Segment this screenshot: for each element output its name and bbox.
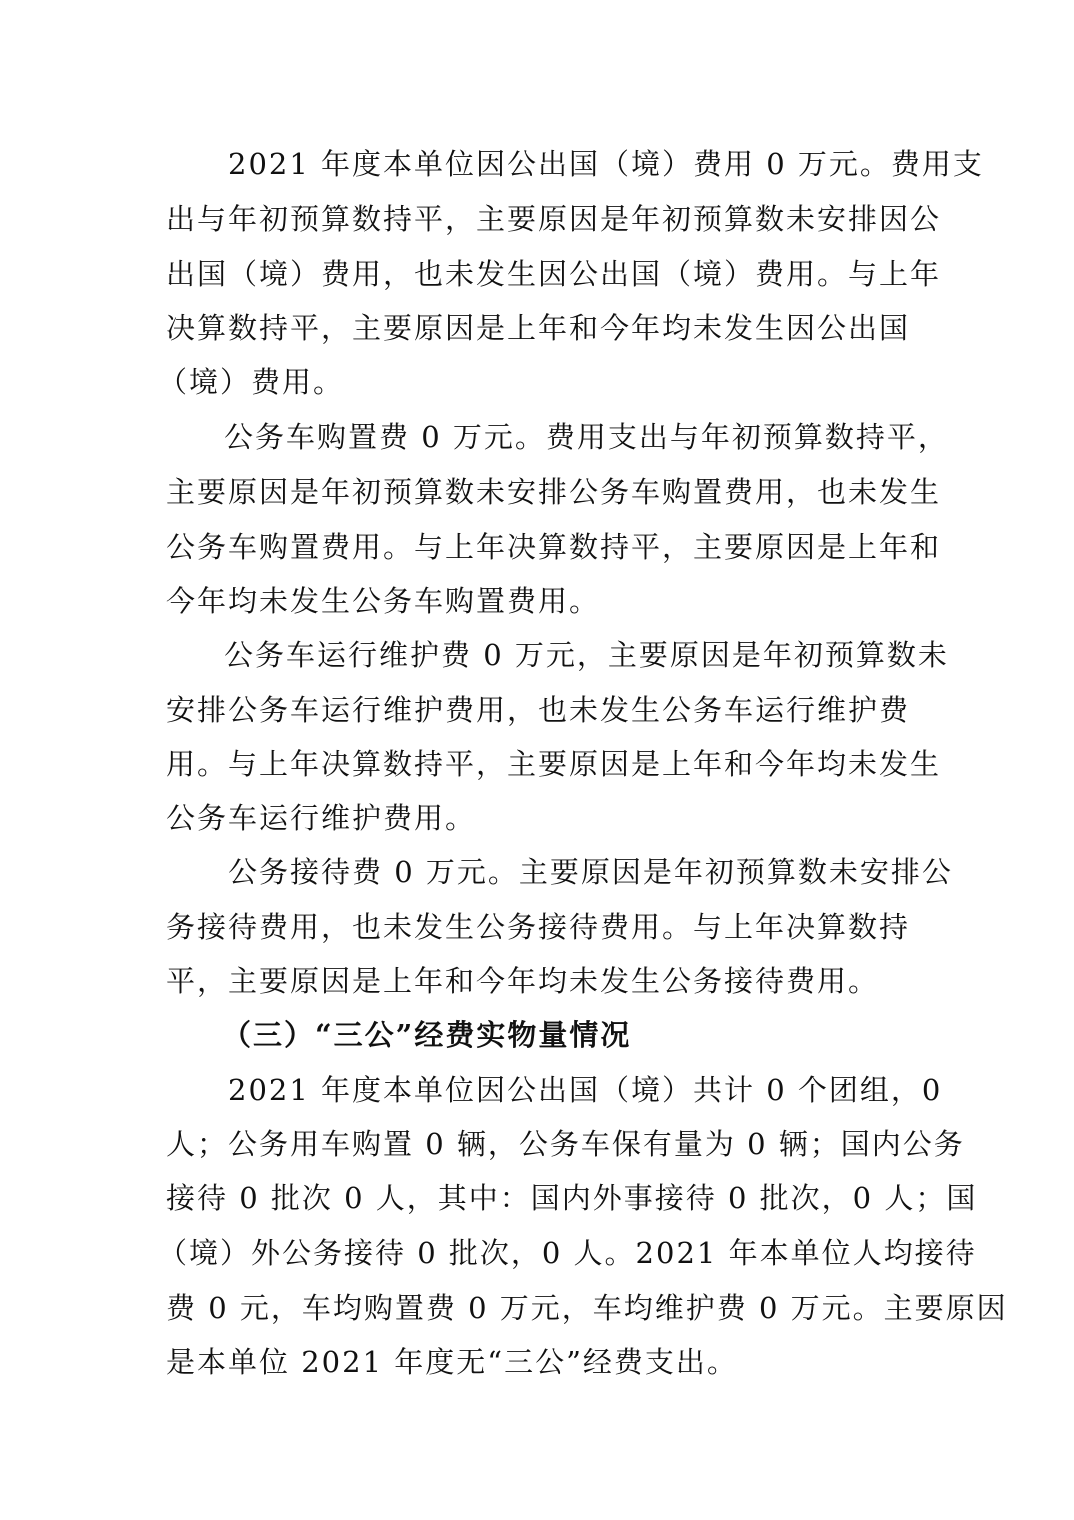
paragraph-line: 平，主要原因是上年和今年均未发生公务接待费用。 xyxy=(166,964,880,998)
paragraph-line: 主要原因是年初预算数未安排公务车购置费用，也未发生 xyxy=(166,475,942,509)
paragraph-line: 人；公务用车购置 0 辆，公务车保有量为 0 辆；国内公务 xyxy=(166,1127,965,1161)
paragraph-line: 2021 年度本单位因公出国（境）共计 0 个团组，0 xyxy=(228,1073,943,1107)
paragraph-line: 是本单位 2021 年度无“三公”经费支出。 xyxy=(166,1345,738,1379)
paragraph-line: 公务接待费 0 万元。主要原因是年初预算数未安排公 xyxy=(228,855,953,889)
paragraph-line: 决算数持平，主要原因是上年和今年均未发生因公出国 xyxy=(166,311,911,345)
paragraph-line: 费 0 元，车均购置费 0 万元，车均维护费 0 万元。主要原因 xyxy=(166,1291,1008,1325)
paragraph-line: 出国（境）费用，也未发生因公出国（境）费用。与上年 xyxy=(166,257,942,291)
paragraph-line: 公务车购置费用。与上年决算数持平，主要原因是上年和 xyxy=(166,530,942,564)
section-heading: （三）“三公”经费实物量情况 xyxy=(222,1018,632,1052)
paragraph-line: （境）外公务接待 0 批次，0 人。2021 年本单位人均接待 xyxy=(158,1236,977,1270)
paragraph-line: （境）费用。 xyxy=(158,365,345,399)
paragraph-line: 务接待费用，也未发生公务接待费用。与上年决算数持 xyxy=(166,910,911,944)
paragraph-line: 用。与上年决算数持平，主要原因是上年和今年均未发生 xyxy=(166,747,942,781)
paragraph-line: 2021 年度本单位因公出国（境）费用 0 万元。费用支 xyxy=(228,147,984,181)
paragraph-line: 安排公务车运行维护费用，也未发生公务车运行维护费 xyxy=(166,693,911,727)
paragraph-line: 公务车运行维护费 0 万元，主要原因是年初预算数未 xyxy=(224,638,949,672)
paragraph-line: 出与年初预算数持平，主要原因是年初预算数未安排因公 xyxy=(166,202,942,236)
paragraph-line: 公务车购置费 0 万元。费用支出与年初预算数持平， xyxy=(224,420,949,454)
paragraph-line: 接待 0 批次 0 人，其中：国内外事接待 0 批次，0 人；国 xyxy=(166,1181,978,1215)
paragraph-line: 今年均未发生公务车购置费用。 xyxy=(166,584,601,618)
paragraph-line: 公务车运行维护费用。 xyxy=(166,801,477,835)
